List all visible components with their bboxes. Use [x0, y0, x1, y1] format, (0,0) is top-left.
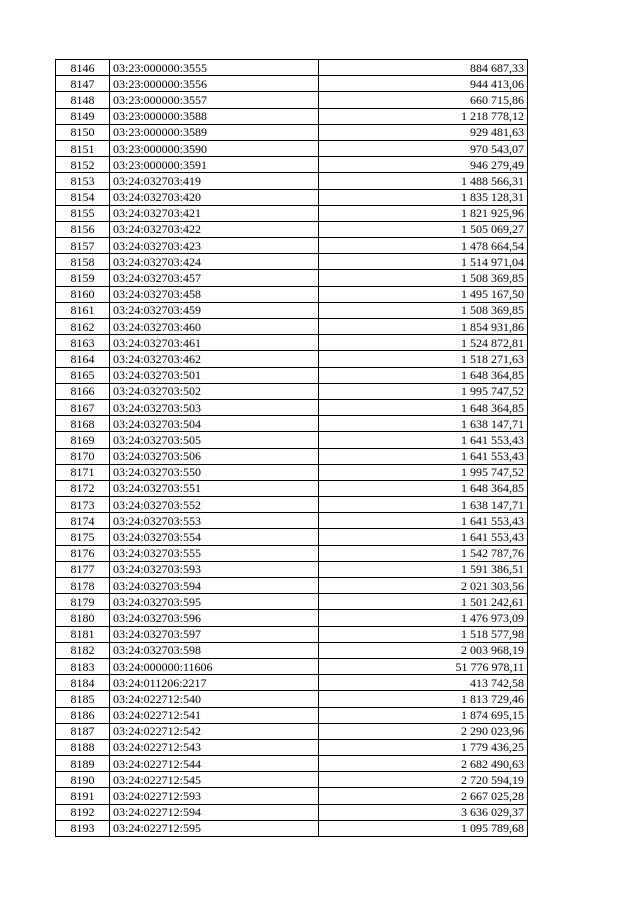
row-number: 8157	[56, 238, 110, 254]
cadastral-number: 03:24:000000:11606	[110, 658, 319, 674]
cadastral-value: 1 505 069,27	[319, 221, 528, 237]
table-row	[56, 480, 528, 496]
row-number: 8155	[56, 205, 110, 221]
table-row	[56, 302, 528, 318]
table-row	[56, 238, 528, 254]
cadastral-value: 1 508 369,85	[319, 270, 528, 286]
row-number: 8192	[56, 804, 110, 820]
cadastral-value: 884 687,33	[319, 60, 528, 76]
table-row	[56, 157, 528, 173]
cadastral-value: 944 413,06	[319, 76, 528, 92]
table-row	[56, 464, 528, 480]
table-row	[56, 173, 528, 189]
cadastral-value: 2 720 594,19	[319, 772, 528, 788]
cadastral-number: 03:24:032703:462	[110, 351, 319, 367]
cadastral-value: 970 543,07	[319, 140, 528, 156]
table-row	[56, 270, 528, 286]
table-row	[56, 739, 528, 755]
row-number: 8188	[56, 739, 110, 755]
cadastral-number: 03:24:011206:2217	[110, 675, 319, 691]
cadastral-value: 1 648 364,85	[319, 480, 528, 496]
cadastral-number: 03:24:032703:596	[110, 610, 319, 626]
cadastral-value: 1 854 931,86	[319, 319, 528, 335]
cadastral-number: 03:24:032703:461	[110, 335, 319, 351]
cadastral-number: 03:24:022712:595	[110, 820, 319, 836]
row-number: 8193	[56, 820, 110, 836]
cadastral-value: 1 488 566,31	[319, 173, 528, 189]
table-row	[56, 658, 528, 674]
cadastral-number: 03:24:032703:458	[110, 286, 319, 302]
cadastral-number: 03:24:032703:505	[110, 432, 319, 448]
table-row	[56, 205, 528, 221]
cadastral-value: 1 641 553,43	[319, 432, 528, 448]
table-row	[56, 594, 528, 610]
table-row	[56, 804, 528, 820]
row-number: 8167	[56, 399, 110, 415]
row-number: 8158	[56, 254, 110, 270]
table-row	[56, 351, 528, 367]
cadastral-value: 1 495 167,50	[319, 286, 528, 302]
cadastral-number: 03:24:032703:553	[110, 513, 319, 529]
cadastral-value: 51 776 978,11	[319, 658, 528, 674]
cadastral-value: 1 524 872,81	[319, 335, 528, 351]
cadastral-number: 03:24:032703:597	[110, 626, 319, 642]
cadastral-value: 929 481,63	[319, 124, 528, 140]
table-row	[56, 221, 528, 237]
cadastral-value: 1 648 364,85	[319, 399, 528, 415]
row-number: 8180	[56, 610, 110, 626]
cadastral-value: 1 641 553,43	[319, 448, 528, 464]
cadastral-number: 03:24:032703:594	[110, 578, 319, 594]
cadastral-number: 03:23:000000:3555	[110, 60, 319, 76]
table-row	[56, 691, 528, 707]
cadastral-value: 2 290 023,96	[319, 723, 528, 739]
row-number: 8162	[56, 319, 110, 335]
row-number: 8181	[56, 626, 110, 642]
cadastral-value: 1 874 695,15	[319, 707, 528, 723]
row-number: 8175	[56, 529, 110, 545]
table-row	[56, 92, 528, 108]
table-row	[56, 723, 528, 739]
cadastral-number: 03:24:022712:544	[110, 756, 319, 772]
row-number: 8152	[56, 157, 110, 173]
row-number: 8159	[56, 270, 110, 286]
cadastral-value: 2 667 025,28	[319, 788, 528, 804]
cadastral-value: 2 682 490,63	[319, 756, 528, 772]
table-row	[56, 675, 528, 691]
table-row	[56, 76, 528, 92]
cadastral-number: 03:24:022712:543	[110, 739, 319, 755]
row-number: 8165	[56, 367, 110, 383]
table-row	[56, 772, 528, 788]
table-row	[56, 383, 528, 399]
row-number: 8176	[56, 545, 110, 561]
table-row	[56, 788, 528, 804]
row-number: 8146	[56, 60, 110, 76]
cadastral-number: 03:24:022712:542	[110, 723, 319, 739]
cadastral-number: 03:24:032703:421	[110, 205, 319, 221]
table-body	[56, 60, 528, 837]
row-number: 8172	[56, 480, 110, 496]
cadastral-number: 03:24:032703:501	[110, 367, 319, 383]
cadastral-number: 03:24:032703:551	[110, 480, 319, 496]
cadastral-number: 03:24:032703:554	[110, 529, 319, 545]
table-row	[56, 286, 528, 302]
row-number: 8184	[56, 675, 110, 691]
cadastral-value: 1 501 242,61	[319, 594, 528, 610]
row-number: 8160	[56, 286, 110, 302]
cadastral-value: 1 835 128,31	[319, 189, 528, 205]
cadastral-number: 03:24:032703:424	[110, 254, 319, 270]
cadastral-number: 03:24:032703:423	[110, 238, 319, 254]
cadastral-number: 03:24:032703:550	[110, 464, 319, 480]
cadastral-value: 1 218 778,12	[319, 108, 528, 124]
row-number: 8164	[56, 351, 110, 367]
cadastral-value: 1 995 747,52	[319, 464, 528, 480]
row-number: 8185	[56, 691, 110, 707]
table-row	[56, 707, 528, 723]
table-row	[56, 578, 528, 594]
row-number: 8177	[56, 561, 110, 577]
row-number: 8182	[56, 642, 110, 658]
row-number: 8147	[56, 76, 110, 92]
row-number: 8183	[56, 658, 110, 674]
cadastral-number: 03:24:032703:504	[110, 416, 319, 432]
cadastral-value: 1 518 577,98	[319, 626, 528, 642]
row-number: 8148	[56, 92, 110, 108]
table-row	[56, 124, 528, 140]
cadastral-value: 1 638 147,71	[319, 497, 528, 513]
row-number: 8151	[56, 140, 110, 156]
cadastral-number: 03:24:032703:593	[110, 561, 319, 577]
row-number: 8187	[56, 723, 110, 739]
row-number: 8186	[56, 707, 110, 723]
cadastral-value-table	[55, 59, 528, 837]
cadastral-number: 03:24:032703:419	[110, 173, 319, 189]
row-number: 8166	[56, 383, 110, 399]
table-row	[56, 189, 528, 205]
cadastral-value: 1 508 369,85	[319, 302, 528, 318]
cadastral-value: 660 715,86	[319, 92, 528, 108]
table-row	[56, 561, 528, 577]
cadastral-number: 03:24:032703:460	[110, 319, 319, 335]
cadastral-number: 03:23:000000:3590	[110, 140, 319, 156]
cadastral-number: 03:24:032703:457	[110, 270, 319, 286]
table-row	[56, 513, 528, 529]
cadastral-number: 03:24:032703:506	[110, 448, 319, 464]
row-number: 8179	[56, 594, 110, 610]
table-row	[56, 60, 528, 76]
cadastral-value: 3 636 029,37	[319, 804, 528, 820]
cadastral-value: 1 638 147,71	[319, 416, 528, 432]
row-number: 8191	[56, 788, 110, 804]
table-row	[56, 642, 528, 658]
row-number: 8170	[56, 448, 110, 464]
cadastral-value: 1 821 925,96	[319, 205, 528, 221]
row-number: 8156	[56, 221, 110, 237]
cadastral-number: 03:23:000000:3591	[110, 157, 319, 173]
cadastral-number: 03:24:032703:595	[110, 594, 319, 610]
cadastral-number: 03:24:022712:594	[110, 804, 319, 820]
table-row	[56, 497, 528, 513]
row-number: 8174	[56, 513, 110, 529]
cadastral-number: 03:24:032703:420	[110, 189, 319, 205]
cadastral-value: 1 641 553,43	[319, 529, 528, 545]
row-number: 8163	[56, 335, 110, 351]
table-row	[56, 140, 528, 156]
cadastral-number: 03:24:022712:545	[110, 772, 319, 788]
table-row	[56, 254, 528, 270]
row-number: 8153	[56, 173, 110, 189]
cadastral-number: 03:24:022712:593	[110, 788, 319, 804]
cadastral-value: 1 095 789,68	[319, 820, 528, 836]
table-row	[56, 626, 528, 642]
table-row	[56, 367, 528, 383]
table-row	[56, 545, 528, 561]
cadastral-value: 1 648 364,85	[319, 367, 528, 383]
cadastral-value: 1 641 553,43	[319, 513, 528, 529]
row-number: 8161	[56, 302, 110, 318]
cadastral-number: 03:24:032703:503	[110, 399, 319, 415]
row-number: 8178	[56, 578, 110, 594]
row-number: 8168	[56, 416, 110, 432]
cadastral-number: 03:24:032703:555	[110, 545, 319, 561]
table-row	[56, 820, 528, 836]
cadastral-number: 03:24:032703:598	[110, 642, 319, 658]
cadastral-value: 946 279,49	[319, 157, 528, 173]
table-row	[56, 756, 528, 772]
cadastral-number: 03:24:032703:502	[110, 383, 319, 399]
cadastral-number: 03:23:000000:3557	[110, 92, 319, 108]
table-row	[56, 335, 528, 351]
table-row	[56, 319, 528, 335]
row-number: 8190	[56, 772, 110, 788]
cadastral-value: 1 476 973,09	[319, 610, 528, 626]
cadastral-value: 1 542 787,76	[319, 545, 528, 561]
table-row	[56, 416, 528, 432]
table-row	[56, 108, 528, 124]
cadastral-value: 1 995 747,52	[319, 383, 528, 399]
row-number: 8171	[56, 464, 110, 480]
cadastral-number: 03:24:022712:540	[110, 691, 319, 707]
row-number: 8189	[56, 756, 110, 772]
cadastral-value: 1 779 436,25	[319, 739, 528, 755]
cadastral-number: 03:24:032703:422	[110, 221, 319, 237]
cadastral-value: 2 021 303,56	[319, 578, 528, 594]
cadastral-number: 03:24:032703:552	[110, 497, 319, 513]
cadastral-number: 03:24:022712:541	[110, 707, 319, 723]
row-number: 8149	[56, 108, 110, 124]
cadastral-value: 1 518 271,63	[319, 351, 528, 367]
cadastral-value: 1 813 729,46	[319, 691, 528, 707]
cadastral-number: 03:24:032703:459	[110, 302, 319, 318]
table-row	[56, 448, 528, 464]
cadastral-number: 03:23:000000:3589	[110, 124, 319, 140]
row-number: 8173	[56, 497, 110, 513]
table-row	[56, 529, 528, 545]
table-row	[56, 399, 528, 415]
row-number: 8150	[56, 124, 110, 140]
row-number: 8169	[56, 432, 110, 448]
cadastral-value: 413 742,58	[319, 675, 528, 691]
table-row	[56, 610, 528, 626]
table-row	[56, 432, 528, 448]
cadastral-value: 1 591 386,51	[319, 561, 528, 577]
cadastral-number: 03:23:000000:3588	[110, 108, 319, 124]
row-number: 8154	[56, 189, 110, 205]
cadastral-value: 2 003 968,19	[319, 642, 528, 658]
cadastral-value: 1 514 971,04	[319, 254, 528, 270]
cadastral-number: 03:23:000000:3556	[110, 76, 319, 92]
cadastral-value: 1 478 664,54	[319, 238, 528, 254]
